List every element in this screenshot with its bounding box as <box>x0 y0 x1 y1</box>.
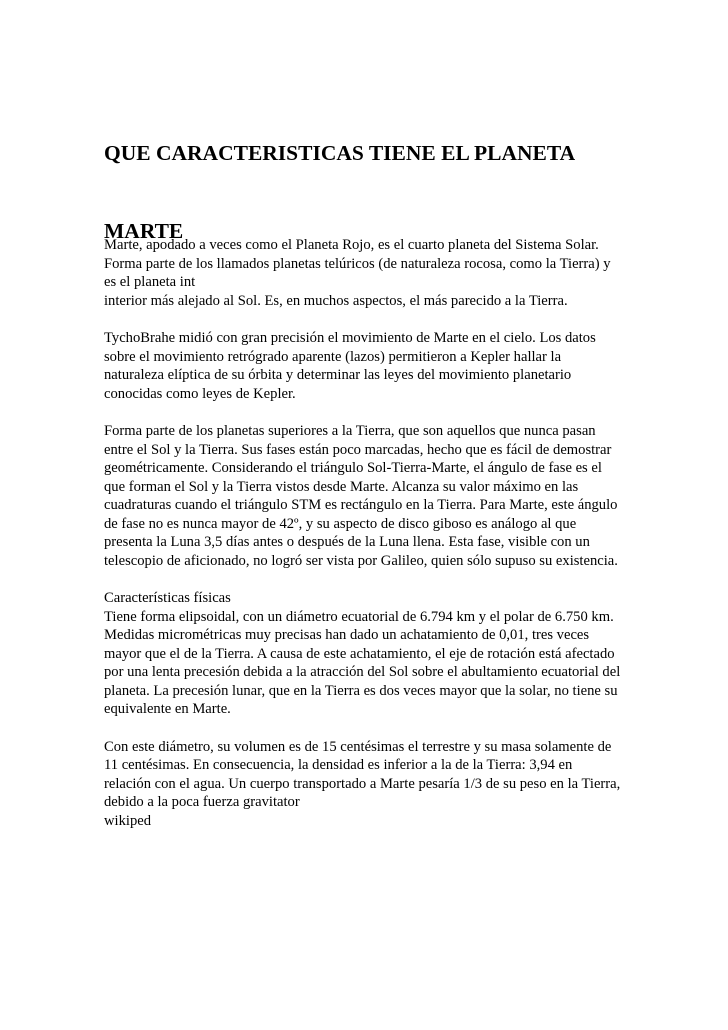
paragraph-physical-characteristics <box>104 589 644 719</box>
source-note: wikiped <box>104 812 152 829</box>
text-line: relación con el agua. Un cuerpo transportado a Marte pesaría 1/3 de su peso en la Tierra, <box>104 775 621 792</box>
text-line: entre el Sol y la Tierra. Sus fases están poco marcadas, hecho que es fácil de demostrar <box>104 441 612 458</box>
text-line: que forman el Sol y la Tierra vistos desde Marte. Alcanza su valor máximo en las <box>104 478 579 495</box>
paragraph-volume-density <box>104 738 644 831</box>
text-line: cuadraturas cuando el triángulo STM es rectángulo en la Tierra. Para Marte, este ángulo <box>104 497 618 513</box>
text-line: TychoBrahe midió con gran precisión el movimiento de Marte en el cielo. Los datos <box>104 330 596 346</box>
text-line: equivalente en Marte. <box>104 701 231 717</box>
title-line: MARTE <box>104 219 184 243</box>
text-line: naturaleza elíptica de su órbita y determinar las leyes del movimiento planetario <box>104 367 572 383</box>
document-body <box>104 236 644 849</box>
text-line: debido a la poca fuerza gravitator <box>104 794 300 810</box>
text-line: mayor que el de la Tierra. A causa de este achatamiento, el eje de rotación está afectado <box>104 645 615 662</box>
text-line: conocidas como leyes de Kepler. <box>104 385 296 402</box>
text-line: presenta la Luna 3,5 días antes o después de la Luna llena. Esta fase, visible con un <box>104 534 590 550</box>
paragraph-intro <box>104 236 644 310</box>
text-line: por una lenta precesión debida a la atracción del Sol sobre el abultamiento ecuatorial del <box>104 664 621 680</box>
text-line: es el planeta int <box>104 274 196 290</box>
paragraph-phases <box>104 422 644 570</box>
section-heading: Características físicas <box>104 590 231 606</box>
text-line: de fase no es nunca mayor de 42º, y su aspecto de disco giboso es análogo al que <box>104 515 577 532</box>
text-line: geométricamente. Considerando el triángulo Sol-Tierra-Marte, el ángulo de fase es el <box>104 460 602 476</box>
text-line: interior más alejado al Sol. Es, en muchos aspectos, el más parecido a la Tierra. <box>104 292 568 309</box>
paragraph-kepler <box>104 329 644 403</box>
text-line: Forma parte de los llamados planetas telúricos (de naturaleza rocosa, como la Tierra) y <box>104 255 611 272</box>
text-line: planeta. La precesión lunar, que en la Tierra es dos veces mayor que la solar, no tiene su <box>104 682 618 699</box>
text-line: Tiene forma elipsoidal, con un diámetro ecuatorial de 6.794 km y el polar de 6.750 km. <box>104 608 614 625</box>
text-line: Con este diámetro, su volumen es de 15 centésimas el terrestre y su masa solamente de <box>104 738 612 755</box>
text-line: sobre el movimiento retrógrado aparente (lazos) permitieron a Kepler hallar la <box>104 348 562 365</box>
text-line: Forma parte de los planetas superiores a la Tierra, que son aquellos que nunca pasan <box>104 423 596 439</box>
title-line: QUE CARACTERISTICAS TIENE EL PLANETA <box>104 141 576 165</box>
text-line: Marte, apodado a veces como el Planeta Rojo, es el cuarto planeta del Sistema Solar. <box>104 237 599 253</box>
text-line: 11 centésimas. En consecuencia, la densidad es inferior a la de la Tierra: 3,94 en <box>104 757 573 773</box>
text-line: Medidas micrométricas muy precisas han dado un achatamiento de 0,01, tres veces <box>104 627 590 643</box>
text-line: telescopio de aficionado, no logró ser vista por Galileo, quien sólo supuso su existencia. <box>104 552 618 569</box>
